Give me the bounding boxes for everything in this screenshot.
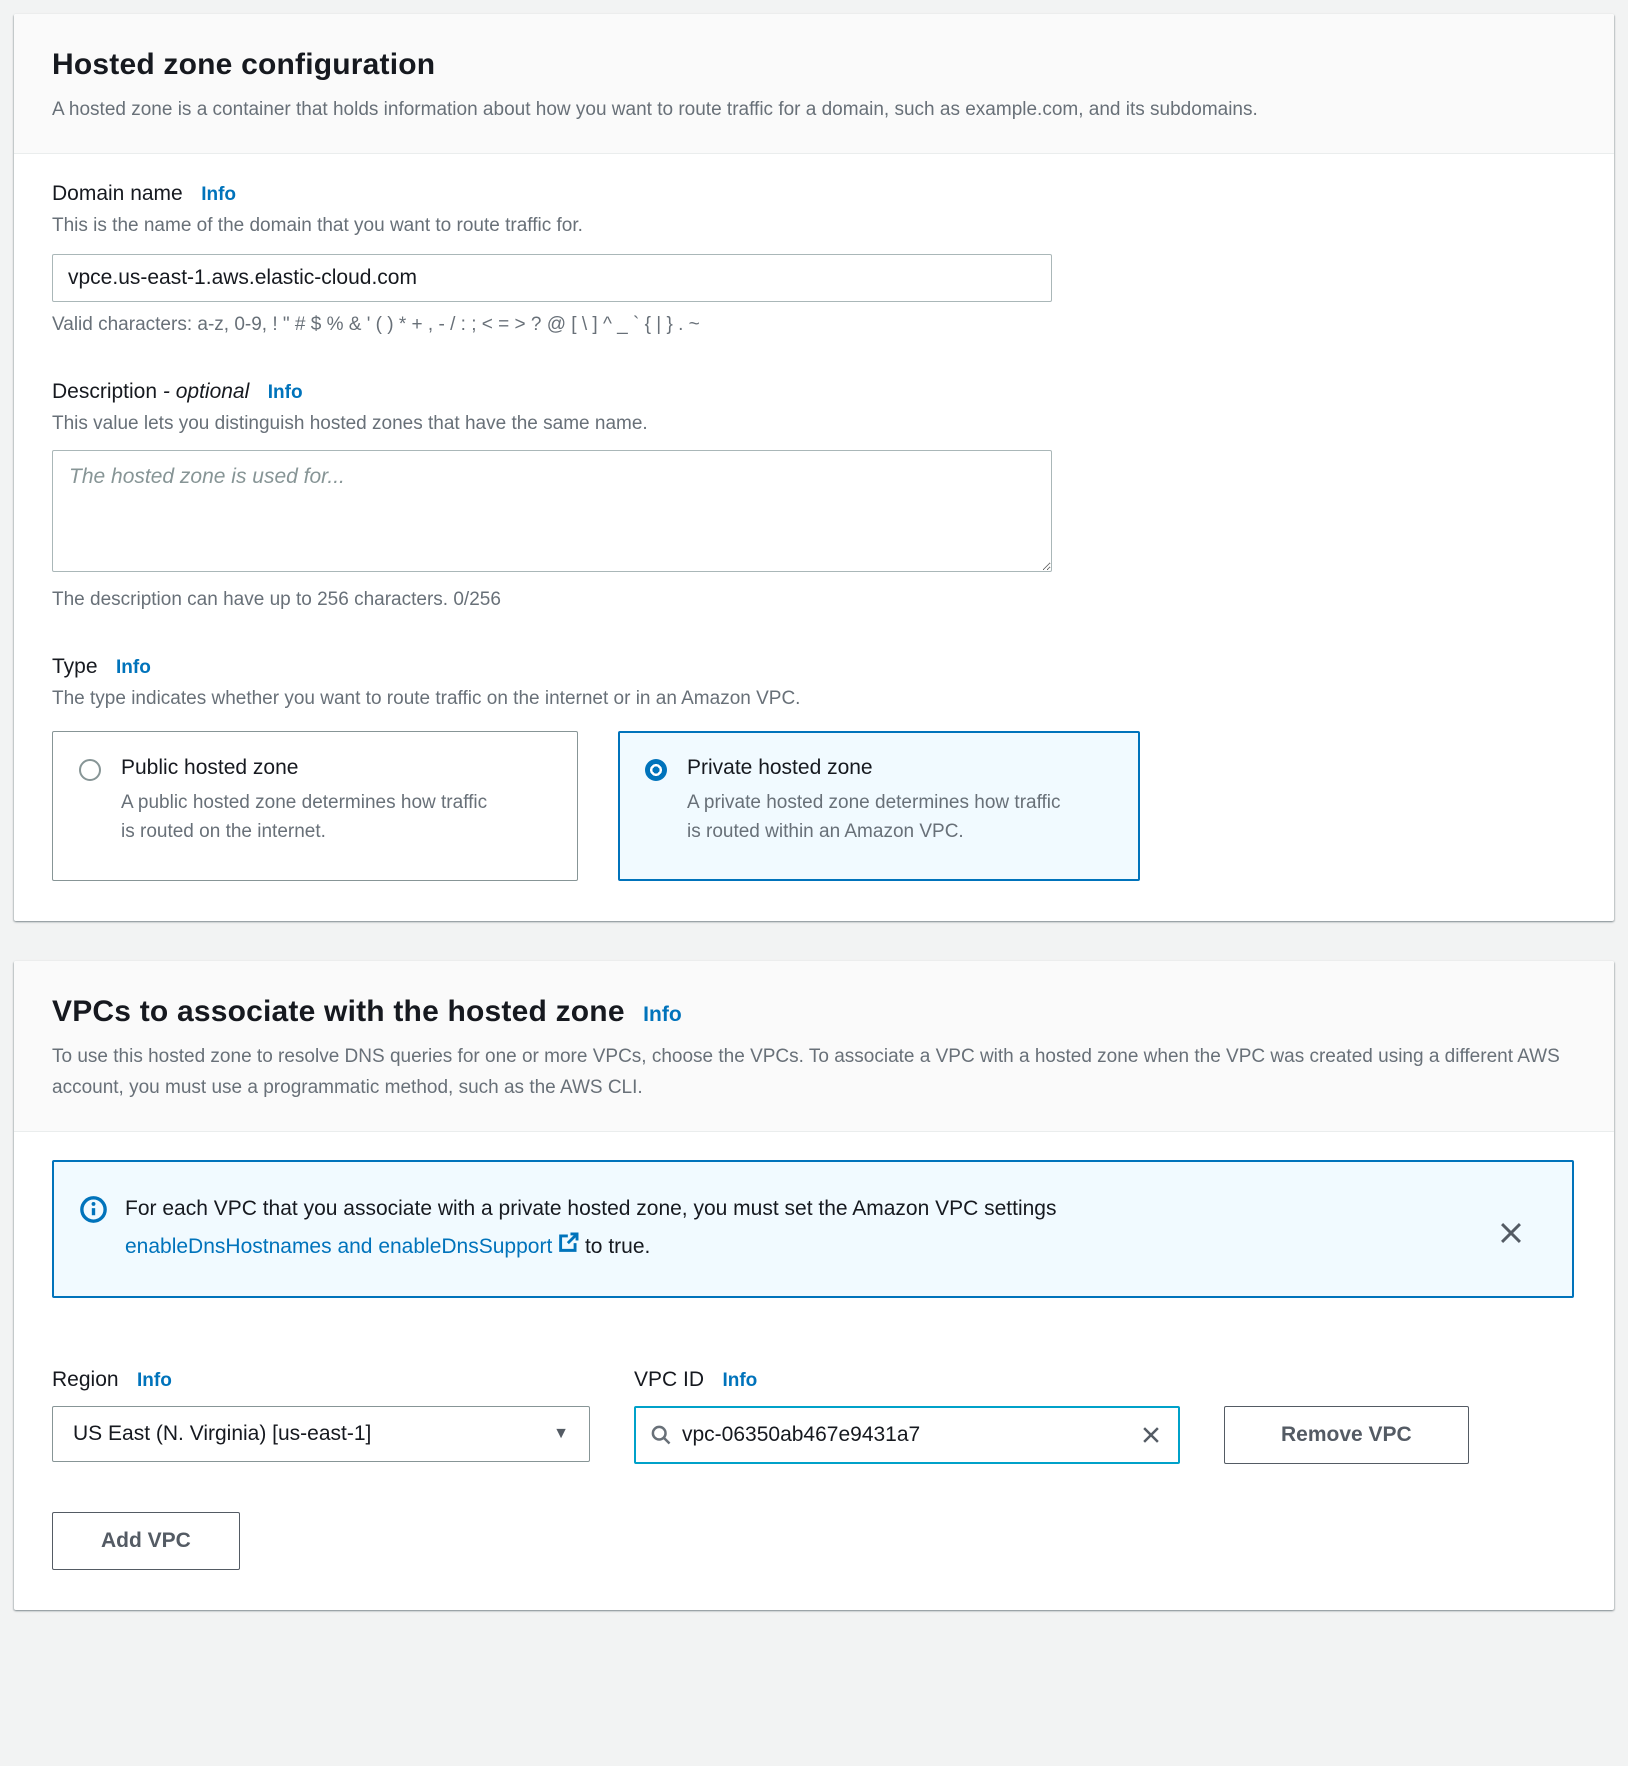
- vpc-id-field-group: [634, 1368, 1469, 1464]
- type-options: [52, 731, 1576, 881]
- hosted-zone-card-description: A hosted zone is a container that holds information about how you want to route traffic for a domain, such as example.com, and its subdomains.: [52, 99, 1258, 120]
- info-circle-icon: [80, 1196, 107, 1228]
- domain-name-label-row: [52, 182, 1576, 206]
- remove-vpc-button[interactable]: Remove VPC: [1224, 1406, 1469, 1464]
- type-label: Type: [52, 655, 98, 678]
- public-option-title: Public hosted zone: [121, 756, 299, 779]
- domain-name-input[interactable]: [52, 254, 1052, 302]
- description-label: Description - optional: [52, 380, 250, 403]
- description-hint: This value lets you distinguish hosted zones that have the same name.: [52, 413, 648, 434]
- description-constraint: The description can have up to 256 characters. 0/256: [52, 589, 501, 610]
- region-select[interactable]: [52, 1406, 590, 1462]
- banner-text: [125, 1190, 1476, 1266]
- private-hosted-zone-option[interactable]: [618, 731, 1140, 881]
- public-hosted-zone-option[interactable]: [52, 731, 578, 881]
- description-label-row: [52, 380, 1576, 404]
- private-option-title: Private hosted zone: [687, 756, 873, 779]
- region-select-value: US East (N. Virginia) [us-east-1]: [73, 1422, 372, 1445]
- domain-name-hint: This is the name of the domain that you want to route traffic for.: [52, 215, 583, 236]
- region-info-link[interactable]: Info: [137, 1370, 172, 1391]
- radio-unchecked-icon[interactable]: [79, 759, 101, 781]
- vpc-id-input-row: [634, 1406, 1469, 1464]
- vpc-settings-info-banner: [52, 1160, 1574, 1298]
- type-field-group: [52, 655, 1576, 881]
- public-option-text: [121, 756, 501, 856]
- vpcs-card-header: [14, 961, 1614, 1132]
- clear-input-icon[interactable]: [1138, 1422, 1164, 1448]
- description-optional-text: - optional: [162, 380, 250, 403]
- close-icon[interactable]: [1494, 1216, 1528, 1253]
- external-link-icon[interactable]: [558, 1235, 579, 1258]
- description-field-group: [52, 380, 1576, 611]
- vpcs-card-title: VPCs to associate with the hosted zone: [52, 995, 625, 1028]
- hosted-zone-card-content: [14, 154, 1614, 921]
- vpc-id-label-row: [634, 1368, 1469, 1392]
- description-textarea[interactable]: [52, 450, 1052, 572]
- chevron-down-icon: ▼: [553, 1425, 569, 1442]
- banner-text-before-link: For each VPC that you associate with a private hosted zone, you must set the Amazon VPC settings: [125, 1197, 1057, 1220]
- vpc-id-info-link[interactable]: Info: [722, 1370, 758, 1391]
- hosted-zone-configuration-card: [14, 14, 1614, 921]
- private-option-description: A private hosted zone determines how traffic is routed within an Amazon VPC.: [687, 792, 1061, 842]
- vpcs-card-description: To use this hosted zone to resolve DNS queries for one or more VPCs, choose the VPCs. To associate a VPC with a hosted zone when the VPC was created using a different AWS account, you must use a programmatic method, such as the AWS CLI.: [52, 1046, 1560, 1098]
- type-label-row: [52, 655, 1576, 679]
- enable-dns-link[interactable]: enableDnsHostnames and enableDnsSupport: [125, 1235, 553, 1258]
- vpcs-associate-card: [14, 961, 1614, 1610]
- vpc-id-search-box: [634, 1406, 1180, 1464]
- description-info-link[interactable]: Info: [267, 382, 303, 403]
- domain-name-info-link[interactable]: Info: [201, 184, 237, 205]
- vpc-id-label: VPC ID: [634, 1368, 705, 1391]
- private-option-text: [687, 756, 1067, 856]
- vpcs-info-link[interactable]: Info: [643, 1003, 682, 1026]
- public-option-description: A public hosted zone determines how traffic is routed on the internet.: [121, 792, 488, 842]
- domain-name-field-group: [52, 182, 1576, 336]
- search-icon: [650, 1424, 672, 1446]
- vpc-id-input[interactable]: [682, 1423, 1128, 1447]
- vpcs-card-content: [14, 1132, 1614, 1610]
- page-title: Hosted zone configuration: [52, 48, 436, 81]
- region-label: Region: [52, 1368, 119, 1391]
- type-hint: The type indicates whether you want to route traffic on the internet or in an Amazon VPC.: [52, 688, 801, 709]
- add-vpc-button[interactable]: Add VPC: [52, 1512, 240, 1570]
- region-label-row: [52, 1368, 590, 1392]
- radio-checked-icon[interactable]: [645, 759, 667, 781]
- domain-name-constraint: Valid characters: a-z, 0-9, ! " # $ % & ' ( ) * + , - / : ; < = > ? @ [ \ ] ^ _ ` { | } . ~: [52, 314, 700, 335]
- vpcs-title-row: [52, 995, 1576, 1029]
- banner-text-after-link: to true.: [584, 1235, 651, 1258]
- type-info-link[interactable]: Info: [115, 657, 151, 678]
- domain-name-label: Domain name: [52, 182, 183, 205]
- region-field-group: [52, 1368, 590, 1464]
- hosted-zone-card-header: [14, 14, 1614, 154]
- vpc-fields-row: [52, 1368, 1576, 1464]
